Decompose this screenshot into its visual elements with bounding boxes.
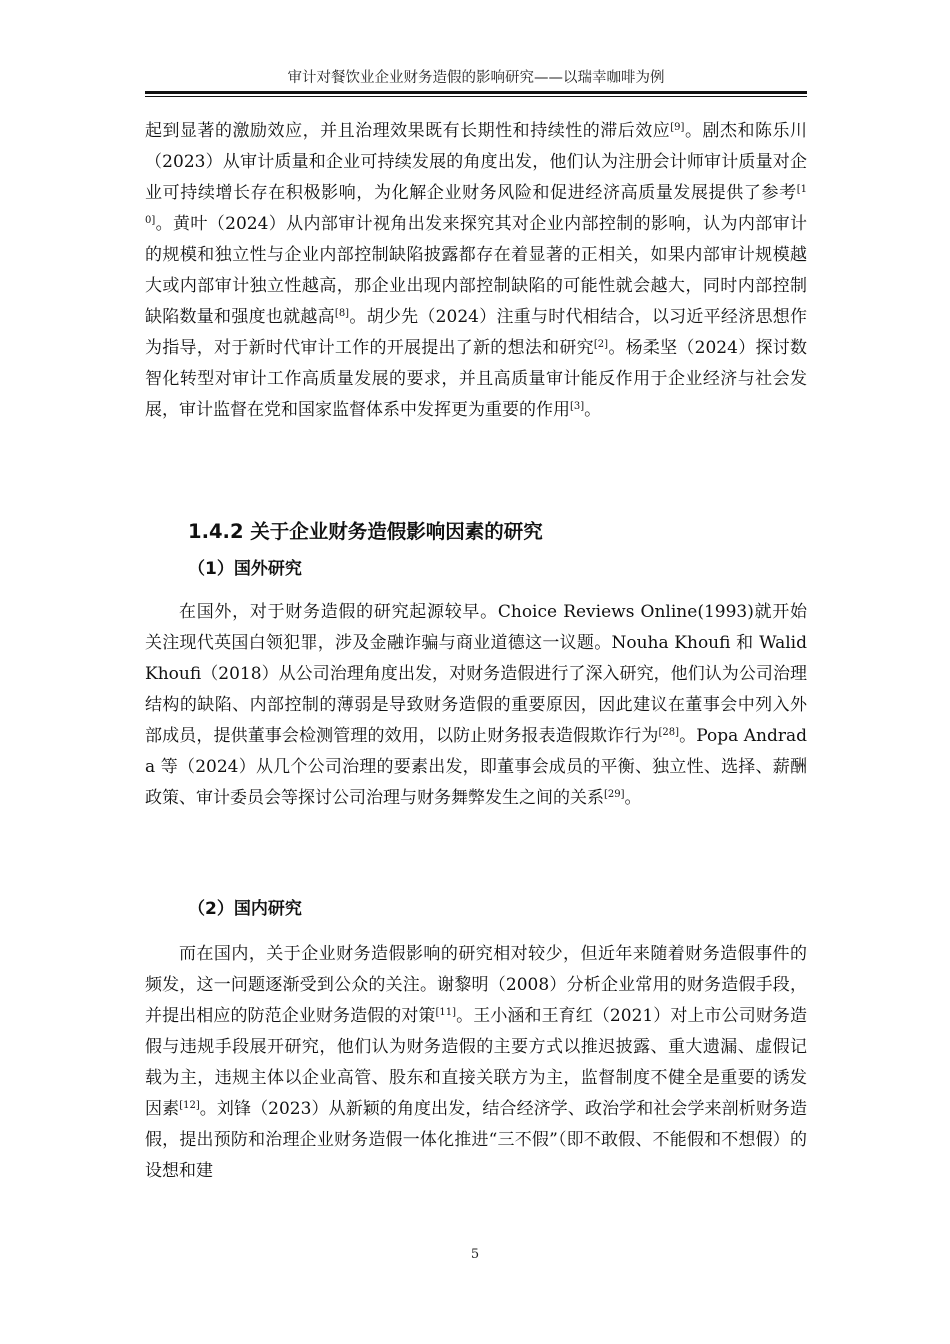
foreign-text-1: 在国外，对于财务造假的研究起源较早。Choice Reviews Online(1993)就开始关注现代英国白领犯罪，涉及金融诈骗与商业道德这一议题。Nouha Khoufi 和 Walid Khoufi（2018）从公司治理角度出发，对财务造假进行了深入研究，他们认为公司治理结构的缺陷、内部控制的薄弱是导致财务造假的重要原因，因此建议在董事会中列入外部成员，提供董事会检测管理的效用，以防止财务报表造假欺诈行为 — [145, 602, 807, 746]
header-rule-thick — [145, 91, 807, 94]
citation-ref: [9] — [670, 122, 685, 133]
citation-ref: [2] — [593, 339, 609, 350]
citation-ref: [29] — [604, 789, 625, 800]
para1-text-5: 。杨柔坚（2024）探讨数智化转型对审计工作高质量发展的要求，并且高质量审计能反作用于企业经济与社会发展，审计监督在党和国家监督体系中发挥更为重要的作用 — [145, 338, 807, 420]
citation-ref: [11] — [435, 1007, 457, 1018]
para1-text-2: 。剧杰和陈乐川（2023）从审计质量和企业可持续发展的角度出发，他们认为注册会计师审计质量对企业可持续增长存在积极影响，为化解企业财务风险和促进经济高质量发展提供了参考 — [145, 121, 807, 203]
foreign-research-heading: （1）国外研究 — [188, 559, 302, 579]
domestic-research-heading: （2）国内研究 — [188, 899, 302, 919]
para1-text-4: 。胡少先（2024）注重与时代相结合，以习近平经济思想作为指导，对于新时代审计工作的开展提出了新的想法和研究 — [145, 307, 807, 358]
running-header: 审计对餐饮业企业财务造假的影响研究——以瑞幸咖啡为例 — [287, 70, 665, 86]
citation-ref: [12] — [179, 1100, 200, 1111]
section-heading: 1.4.2 关于企业财务造假影响因素的研究 — [188, 520, 543, 543]
domestic-text-3: 。刘锋（2023）从新颖的角度出发，结合经济学、政治学和社会学来剖析财务造假，提出预防和治理企业财务造假一体化推进“三不假”（即不敢假、不能假和不想假）的设想和建 — [145, 1099, 808, 1181]
paragraph-foreign-research — [145, 597, 807, 814]
domestic-text-2: 。王小涵和王育红（2021）对上市公司财务造假与违规手段展开研究，他们认为财务造假的主要方式以推迟披露、重大遗漏、虚假记载为主，违规主体以企业高管、股东和直接关联方为主，监督制度不健全是重要的诱发因素 — [145, 1006, 808, 1119]
para1-text-3: 。黄叶（2024）从内部审计视角出发来探究其对企业内部控制的影响，认为内部审计的规模和独立性与企业内部控制缺陷披露都存在着显著的正相关，如果内部审计规模越大或内部审计独立性越高，那企业出现内部控制缺陷的可能性就会越大，同时内部控制缺陷数量和强度也就越高 — [145, 214, 807, 327]
citation-ref: [3] — [570, 401, 585, 412]
paragraph-audit-literature — [145, 116, 807, 426]
citation-ref: [28] — [658, 727, 679, 738]
para1-text-6: 。 — [584, 400, 602, 420]
domestic-text-1: 而在国内，关于企业财务造假影响的研究相对较少，但近年来随着财务造假事件的频发，这一问题逐渐受到公众的关注。谢黎明（2008）分析企业常用的财务造假手段，并提出相应的防范企业财务造假的对策 — [145, 944, 807, 1026]
citation-ref: [10] — [145, 184, 807, 226]
foreign-text-3: 。 — [624, 788, 642, 808]
paragraph-domestic-research — [145, 939, 807, 1187]
foreign-text-2: 。Popa Andrada 等（2024）从几个公司治理的要素出发，即董事会成员的平衡、独立性、选择、薪酬政策、审计委员会等探讨公司治理与财务舞弊发生之间的关系 — [145, 726, 807, 808]
page-number: 5 — [470, 1247, 480, 1262]
citation-ref: [8] — [334, 308, 350, 319]
header-rule-thin — [145, 96, 807, 97]
para1-text-1: 起到显著的激励效应，并且治理效果既有长期性和持续性的滞后效应 — [145, 121, 671, 141]
